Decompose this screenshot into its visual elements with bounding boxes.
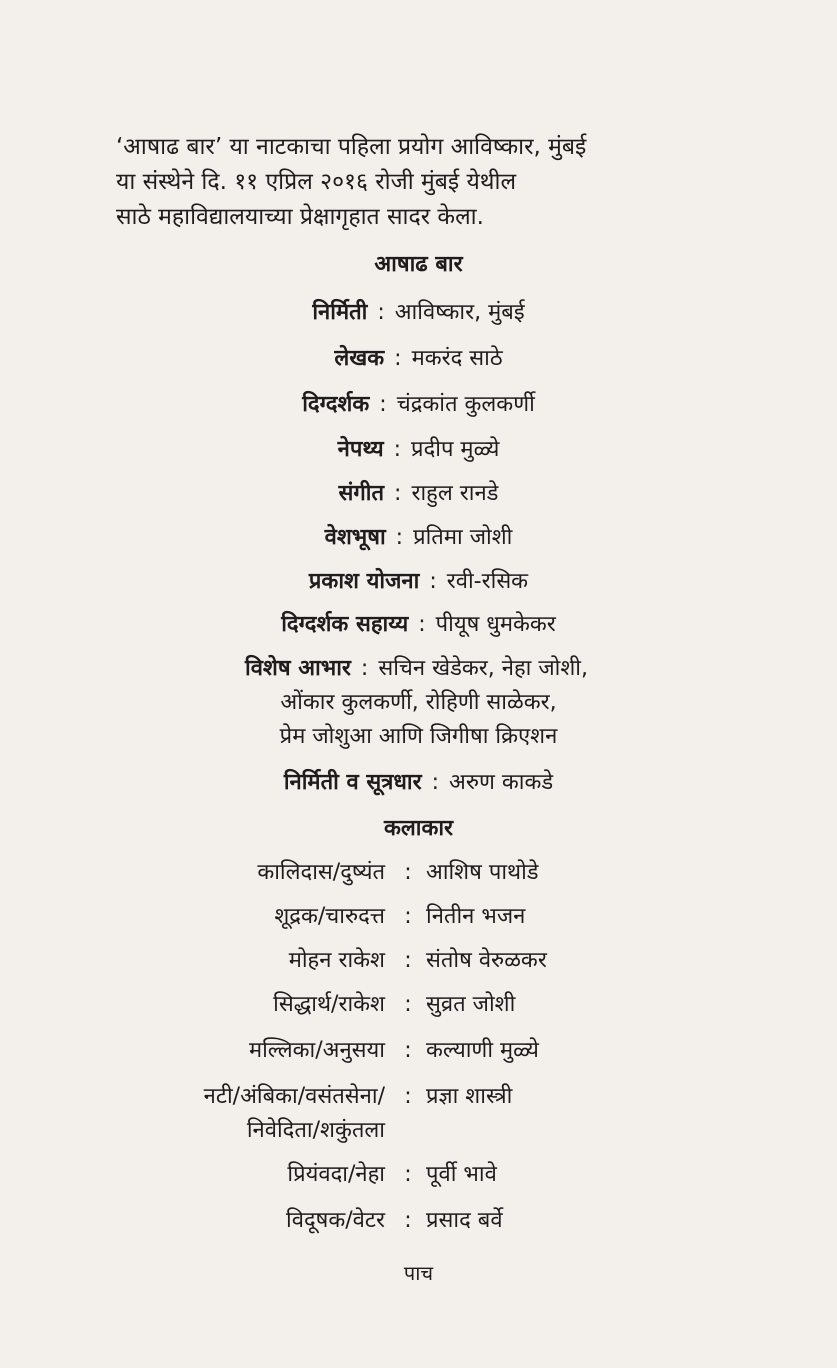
separator: : — [393, 437, 402, 462]
separator: : — [431, 770, 440, 795]
page-number: पाच — [403, 1261, 434, 1285]
credit-line — [0, 521, 837, 555]
cast-role: मल्लिका/अनुसया — [248, 1038, 385, 1063]
cast-role: मोहन राकेश — [288, 948, 385, 973]
separator: : — [394, 346, 402, 371]
cast-actor: प्रज्ञा शास्त्री — [426, 1084, 513, 1109]
separator: : — [379, 392, 387, 417]
separator: : — [395, 525, 404, 550]
credit-value: चंद्रकांत कुलकर्णी — [396, 392, 535, 417]
credit-line — [0, 296, 837, 330]
credit-value-line: प्रेम जोशुआ आणि जिगीषा क्रिएशन — [279, 724, 558, 749]
cast-role-multiline — [204, 1080, 385, 1148]
separator: : — [404, 948, 412, 973]
play-title: आषाढ बार — [374, 252, 463, 277]
credit-line — [0, 477, 837, 511]
separator: : — [377, 300, 385, 325]
separator: : — [404, 860, 412, 885]
cast-actor: प्रसाद बर्वे — [426, 1208, 503, 1233]
credit-label: दिग्दर्शक — [302, 392, 370, 417]
separator: : — [418, 612, 426, 637]
cast-actor: पूर्वी भावे — [426, 1162, 497, 1187]
credit-label: संगीत — [338, 481, 385, 506]
cast-role: सिद्धार्थ/राकेश — [273, 992, 385, 1017]
cast-actor: कल्याणी मुळ्ये — [426, 1038, 539, 1063]
credit-label: लेखक — [334, 346, 385, 371]
intro-line: ‘आषाढ बार’ या नाटकाचा पहिला प्रयोग आविष्कार, मुंबई — [116, 134, 587, 160]
credit-value: अरुण काकडे — [449, 770, 554, 795]
credit-value: मकरंद साठे — [411, 346, 503, 371]
cast-role: शूद्रक/चारुदत्त — [274, 904, 385, 929]
cast-actor: आशिष पाथोडे — [426, 860, 539, 885]
separator: : — [404, 1208, 412, 1233]
cast-role: नटी/अंबिका/वसंतसेना/ — [203, 1084, 385, 1109]
credit-line — [0, 565, 837, 599]
credit-line — [0, 388, 837, 422]
separator: : — [394, 481, 402, 506]
credit-label: प्रकाश योजना — [308, 569, 420, 594]
credit-line — [0, 433, 837, 467]
credit-line — [0, 652, 837, 686]
cast-role: निवेदिता/शकुंतला — [246, 1118, 385, 1143]
cast-actor: सुव्रत जोशी — [426, 992, 516, 1017]
separator: : — [404, 992, 412, 1017]
credit-value: आविष्कार, मुंबई — [394, 300, 525, 325]
credit-line — [0, 608, 837, 642]
credit-special-thanks — [0, 652, 837, 754]
separator: : — [404, 1038, 412, 1063]
credit-value: राहुल रानडे — [411, 481, 499, 506]
cast-role: कालिदास/दुष्यंत — [257, 860, 385, 885]
credit-label: निर्मिती — [312, 300, 368, 325]
credit-value: पीयूष धुमकेकर — [435, 612, 556, 637]
credit-line — [0, 766, 837, 800]
cast-role: विदूषक/वेटर — [286, 1208, 385, 1233]
cast-role: प्रियंवदा/नेहा — [287, 1162, 385, 1187]
credit-value: प्रदीप मुळ्ये — [411, 437, 500, 462]
intro-paragraph — [116, 130, 610, 235]
credit-value: रवी-रसिक — [446, 569, 529, 594]
separator: : — [404, 904, 412, 929]
credit-value: सचिन खेडेकर, नेहा जोशी, — [378, 656, 588, 681]
separator: : — [404, 1084, 412, 1109]
cast-actor: नितीन भजन — [426, 904, 526, 929]
credit-value: प्रतिमा जोशी — [413, 525, 513, 550]
credit-label: वेशभूषा — [324, 525, 386, 550]
cast-actor: संतोष वेरुळकर — [426, 948, 547, 973]
intro-line: साठे महाविद्यालयाच्या प्रेक्षागृहात सादर केला. — [116, 204, 484, 230]
separator: : — [404, 1162, 412, 1187]
credit-label: विशेष आभार — [245, 656, 351, 681]
credit-label: निर्मिती व सूत्रधार — [283, 770, 422, 795]
credit-label: दिग्दर्शक सहाय्य — [281, 612, 409, 637]
separator: : — [429, 569, 437, 594]
credit-value-line: ओंकार कुलकर्णी, रोहिणी साळेकर, — [280, 690, 557, 715]
cast-heading: कलाकार — [383, 816, 454, 841]
separator: : — [360, 656, 369, 681]
intro-line: या संस्थेने दि. ११ एप्रिल २०१६ रोजी मुंबई येथील — [116, 169, 517, 195]
credit-line — [0, 342, 837, 376]
credit-label: नेपथ्य — [337, 437, 384, 462]
